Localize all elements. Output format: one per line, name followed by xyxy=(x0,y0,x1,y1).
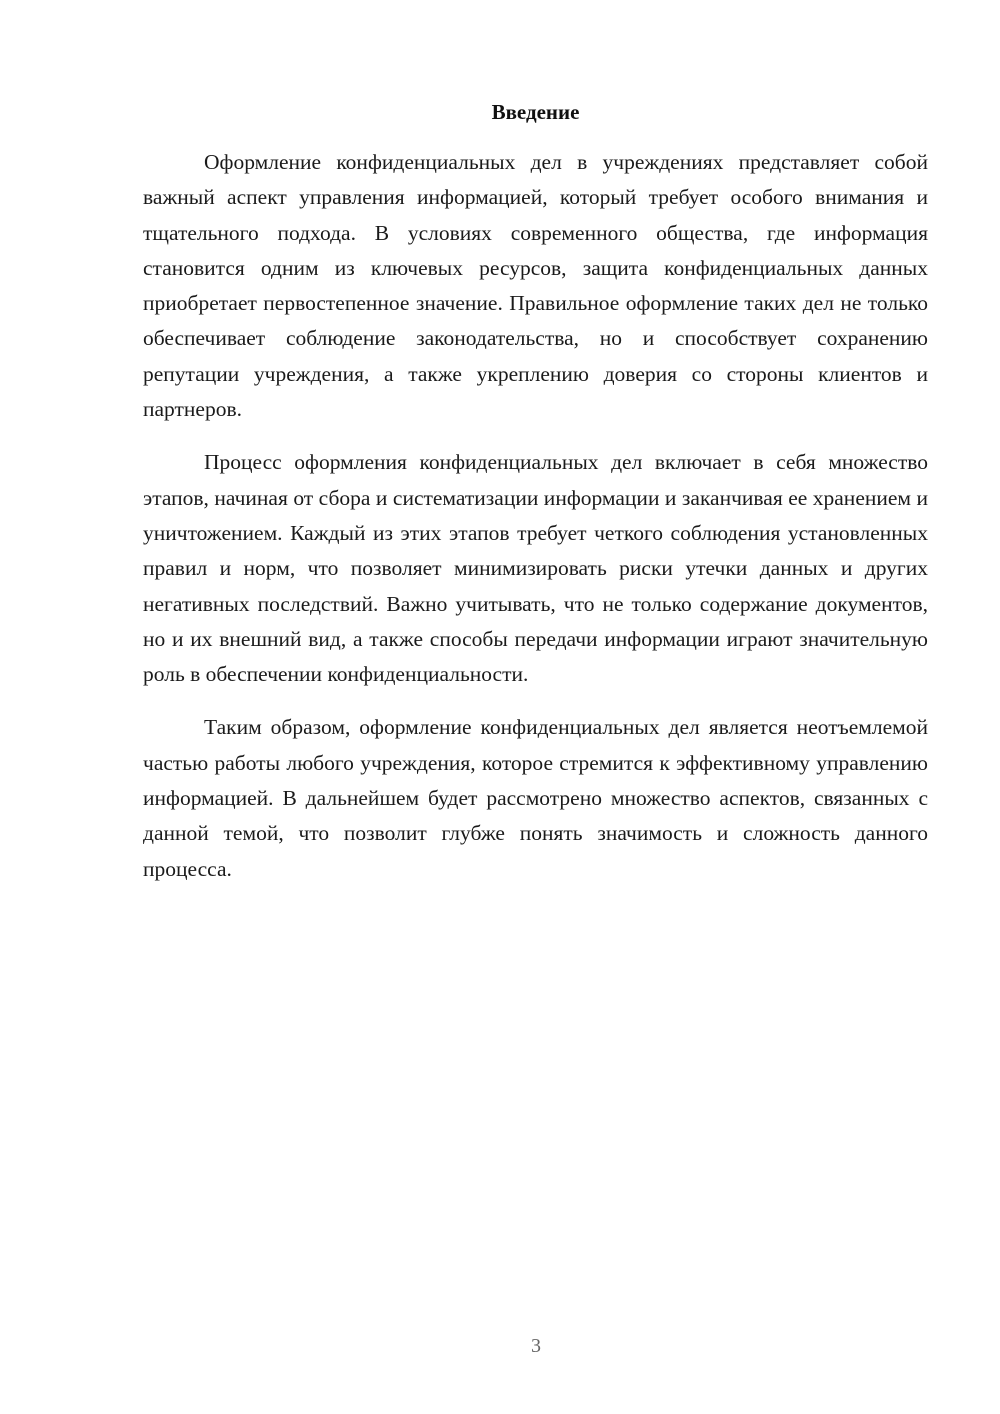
page-number: 3 xyxy=(531,1335,541,1357)
body-text xyxy=(143,145,928,905)
paragraph-3: Таким образом, оформление конфиденциальных дел является неотъемлемой частью работы любого учреждения, которое стремится к эффективному управлению информацией. В дальнейшем будет рассмотрено множество аспектов, связанных с данной темой, что позволит глубже понять значимость и сложность данного процесса. xyxy=(143,715,928,881)
section-heading: Введение xyxy=(491,100,580,124)
paragraph-2: Процесс оформления конфиденциальных дел включает в себя множество этапов, начиная от сбора и систематизации информации и заканчивая ее хранением и уничтожением. Каждый из этих этапов требует четкого соблюдения установленных правил и норм, что позволяет минимизировать риски утечки данных и других негативных последствий. Важно учитывать, что не только содержание документов, но и их внешний вид, а также способы передачи информации играют значительную роль в обеспечении конфиденциальности. xyxy=(143,450,928,687)
paragraph-1: Оформление конфиденциальных дел в учреждениях представляет собой важный аспект управления информацией, который требует особого внимания и тщательного подхода. В условиях современного общества, где информация становится одним из ключевых ресурсов, защита конфиденциальных данных приобретает первостепенное значение. Правильное оформление таких дел не только обеспечивает соблюдение законодательства, но и способствует сохранению репутации учреждения, а также укреплению доверия со стороны клиентов и партнеров. xyxy=(143,150,928,422)
